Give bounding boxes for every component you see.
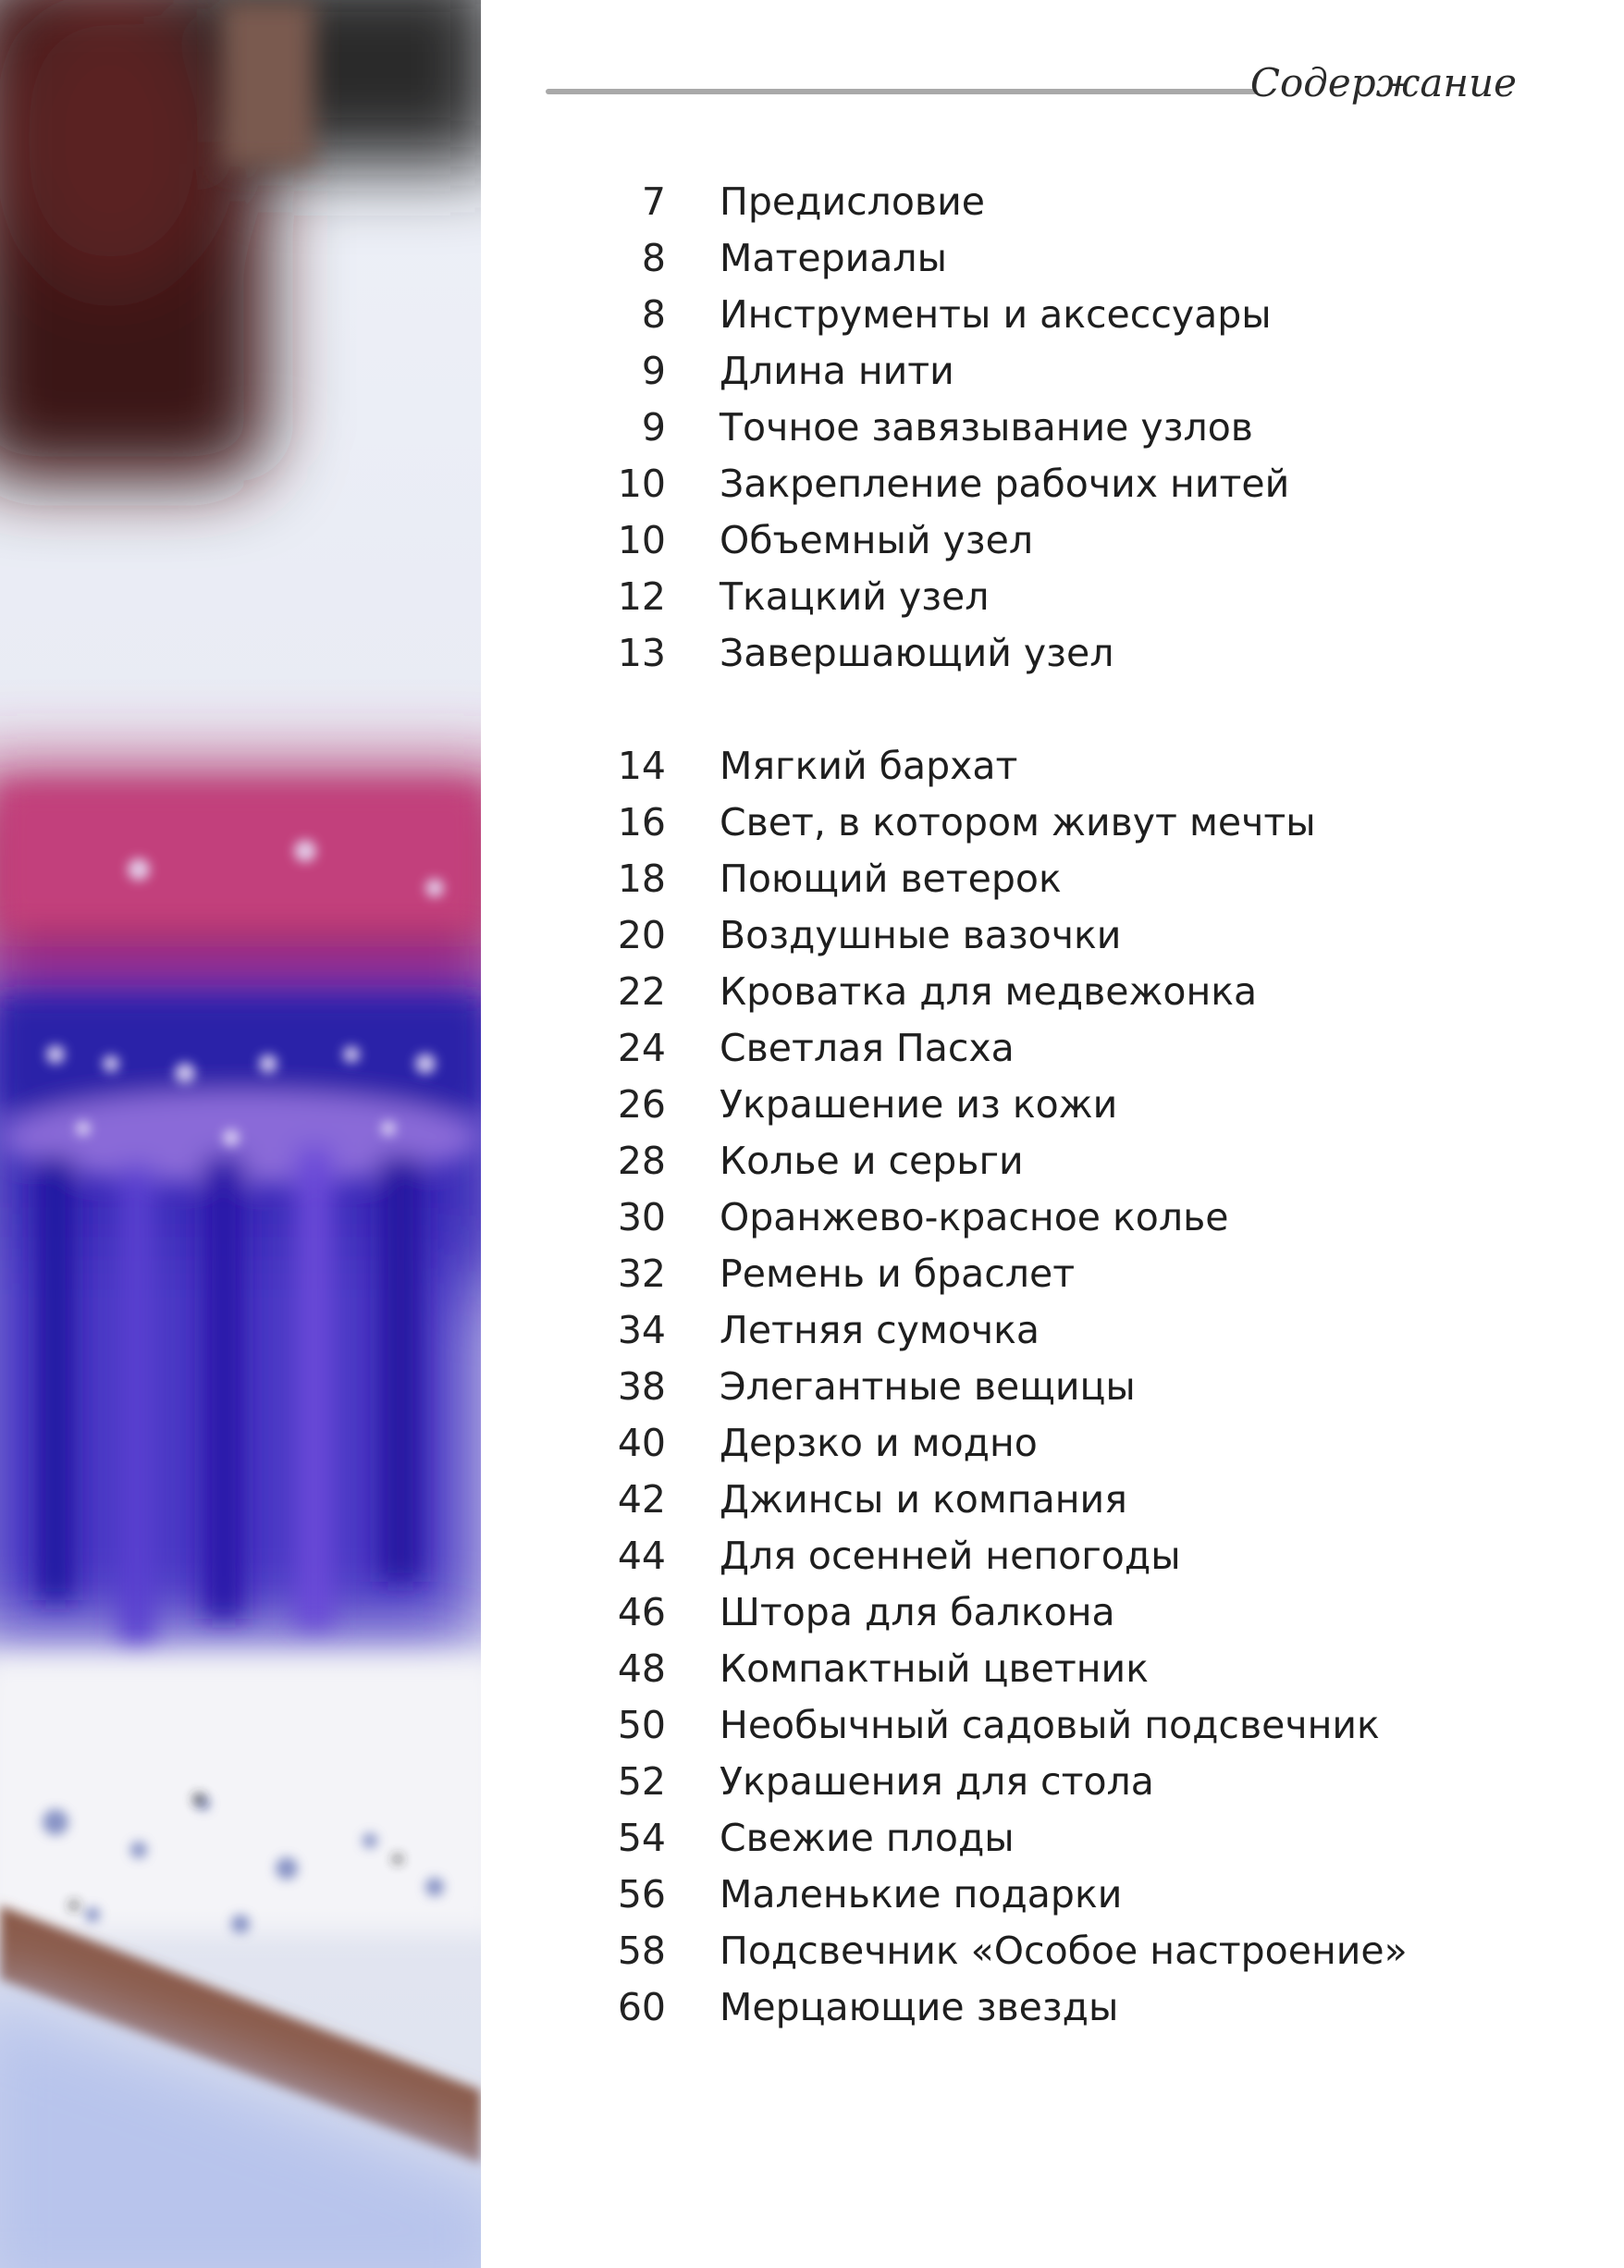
toc-page-number: 14 — [617, 744, 666, 788]
toc-entry — [592, 964, 1554, 1020]
toc-entry-title: Поющий ветерок — [720, 857, 1062, 901]
toc-page-number: 26 — [617, 1082, 666, 1127]
toc-page-number: 20 — [617, 913, 666, 957]
toc-page-number: 50 — [617, 1703, 666, 1747]
toc-page-number: 10 — [617, 518, 666, 562]
toc-entry — [592, 1133, 1554, 1189]
toc-entry — [592, 1641, 1554, 1697]
toc-entry — [592, 907, 1554, 964]
toc-page-number: 54 — [617, 1816, 666, 1860]
toc-page-number: 52 — [617, 1759, 666, 1804]
toc-page-number: 8 — [641, 236, 666, 280]
toc-entry-title: Украшения для стола — [720, 1759, 1154, 1804]
toc-entry — [592, 1189, 1554, 1246]
toc-entry-title: Компактный цветник — [720, 1646, 1149, 1691]
toc-entry-title: Маленькие подарки — [720, 1872, 1123, 1917]
toc-page-number: 12 — [617, 574, 666, 619]
toc-page-number: 9 — [641, 349, 666, 393]
toc-entry-title: Летняя сумочка — [720, 1308, 1040, 1352]
toc-entry — [592, 795, 1554, 851]
page-header — [546, 55, 1517, 129]
toc-entry — [592, 1246, 1554, 1302]
toc-entry — [592, 1528, 1554, 1584]
toc-entry-title: Материалы — [720, 236, 947, 280]
toc-entry-title: Украшение из кожи — [720, 1082, 1118, 1127]
toc-entry — [592, 400, 1554, 456]
page-title: Содержание — [1249, 60, 1517, 105]
toc-entry-title: Закрепление рабочих нитей — [720, 462, 1290, 506]
toc-page-number: 8 — [641, 292, 666, 337]
toc-entry — [592, 851, 1554, 907]
toc-entry-title: Длина нити — [720, 349, 954, 393]
toc-entry-title: Ткацкий узел — [720, 574, 990, 619]
toc-page-number: 34 — [617, 1308, 666, 1352]
toc-entry-title: Кроватка для медвежонка — [720, 969, 1258, 1014]
toc-page-number: 32 — [617, 1251, 666, 1296]
toc-entry-title: Мерцающие звезды — [720, 1985, 1119, 2029]
header-rule-divider — [546, 89, 1258, 94]
toc-page-number: 28 — [617, 1139, 666, 1183]
toc-page-number: 56 — [617, 1872, 666, 1917]
toc-entry — [592, 1754, 1554, 1810]
toc-entry — [592, 512, 1554, 569]
toc-entry-title: Джинсы и компания — [720, 1477, 1127, 1522]
toc-entry-title: Мягкий бархат — [720, 744, 1018, 788]
toc-entry — [592, 1415, 1554, 1472]
toc-entry — [592, 1697, 1554, 1754]
toc-entry-title: Для осенней непогоды — [720, 1534, 1181, 1578]
toc-entry-title: Инструменты и аксессуары — [720, 292, 1272, 337]
toc-entry-title: Завершающий узел — [720, 631, 1114, 675]
toc-entry — [592, 1923, 1554, 1979]
toc-entry — [592, 1810, 1554, 1867]
toc-entry — [592, 738, 1554, 795]
toc-page-number: 38 — [617, 1364, 666, 1409]
toc-entry — [592, 569, 1554, 625]
toc-entry-title: Оранжево-красное колье — [720, 1195, 1229, 1239]
toc-page-number: 10 — [617, 462, 666, 506]
toc-page-number: 24 — [617, 1026, 666, 1070]
table-of-contents — [592, 174, 1554, 2036]
toc-page-number: 60 — [617, 1985, 666, 2029]
toc-entry-title: Свет, в котором живут мечты — [720, 800, 1316, 844]
toc-entry-title: Колье и серьги — [720, 1139, 1024, 1183]
toc-entry — [592, 230, 1554, 287]
toc-entry — [592, 625, 1554, 682]
toc-entry — [592, 343, 1554, 400]
toc-entry-title: Светлая Пасха — [720, 1026, 1015, 1070]
toc-page-number: 9 — [641, 405, 666, 450]
decorative-photo-strip — [0, 0, 481, 2268]
toc-page-number: 16 — [617, 800, 666, 844]
toc-group-basics — [592, 174, 1554, 682]
toc-entry-title: Штора для балкона — [720, 1590, 1115, 1634]
toc-page-number: 44 — [617, 1534, 666, 1578]
toc-entry-title: Точное завязывание узлов — [720, 405, 1253, 450]
toc-entry — [592, 1020, 1554, 1077]
toc-entry — [592, 287, 1554, 343]
toc-entry — [592, 1867, 1554, 1923]
toc-page-number: 13 — [617, 631, 666, 675]
toc-page-number: 7 — [641, 179, 666, 224]
toc-entry — [592, 1584, 1554, 1641]
toc-entry-title: Подсвечник «Особое настроение» — [720, 1929, 1408, 1973]
toc-entry-title: Дерзко и модно — [720, 1421, 1038, 1465]
toc-entry — [592, 1077, 1554, 1133]
toc-entry — [592, 1472, 1554, 1528]
toc-group-spacer — [592, 682, 1554, 738]
toc-page-number: 22 — [617, 969, 666, 1014]
toc-page-number: 42 — [617, 1477, 666, 1522]
toc-entry — [592, 456, 1554, 512]
toc-entry-title: Объемный узел — [720, 518, 1034, 562]
toc-page-number: 30 — [617, 1195, 666, 1239]
toc-page-number: 48 — [617, 1646, 666, 1691]
toc-entry-title: Необычный садовый подсвечник — [720, 1703, 1380, 1747]
toc-page-number: 40 — [617, 1421, 666, 1465]
toc-entry — [592, 1979, 1554, 2036]
toc-page-number: 46 — [617, 1590, 666, 1634]
toc-entry-title: Ремень и браслет — [720, 1251, 1076, 1296]
toc-entry-title: Элегантные вещицы — [720, 1364, 1136, 1409]
toc-page-number: 18 — [617, 857, 666, 901]
toc-entry-title: Предисловие — [720, 179, 985, 224]
toc-entry — [592, 174, 1554, 230]
toc-entry-title: Воздушные вазочки — [720, 913, 1122, 957]
toc-entry — [592, 1359, 1554, 1415]
photo-illustration — [0, 0, 481, 2268]
toc-page-number: 58 — [617, 1929, 666, 1973]
toc-entry — [592, 1302, 1554, 1359]
toc-group-projects — [592, 738, 1554, 2036]
toc-entry-title: Свежие плоды — [720, 1816, 1015, 1860]
